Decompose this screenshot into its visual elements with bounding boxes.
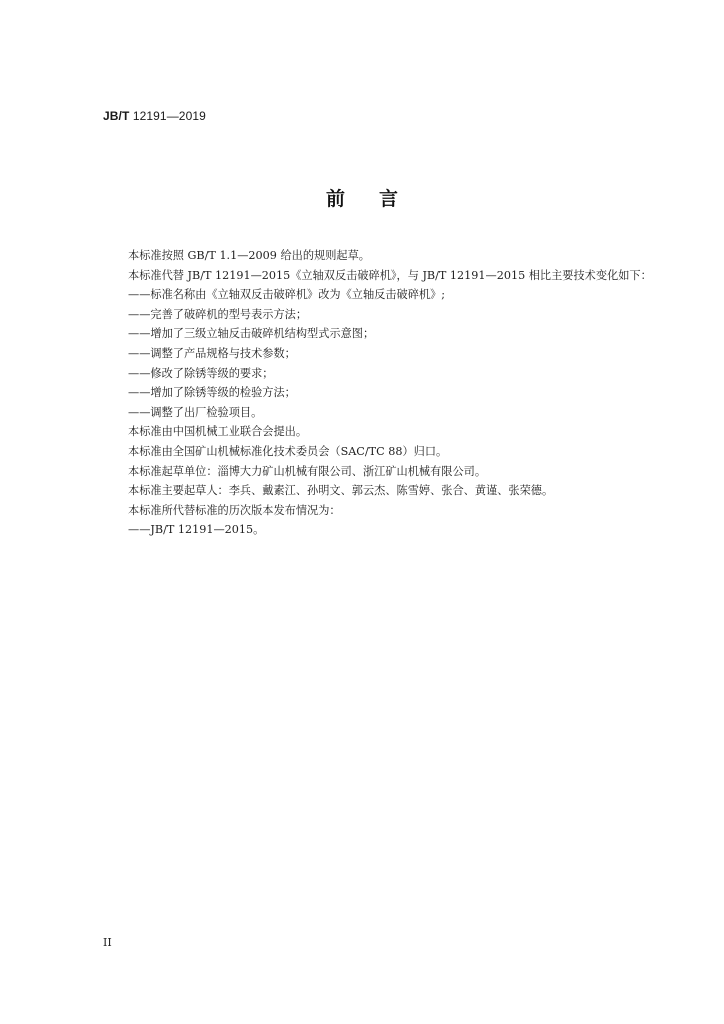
paragraph-drafting-units: 本标准起草单位：淄博大力矿山机械有限公司、浙江矿山机械有限公司。 [128, 464, 487, 478]
paragraph-drafting-rules: 本标准按照 GB/T 1.1—2009 给出的规则起草。 [128, 249, 370, 262]
page-title-part-2: 言 [379, 188, 399, 210]
foreword-body [128, 246, 658, 540]
paragraph-replacement: 本标准代替 JB/T 12191—2015《立轴双反击破碎机》，与 JB/T 12191—2015 相比主要技术变化如下： [128, 268, 652, 282]
change-item-6: ——增加了除锈等级的检验方法； [128, 386, 296, 400]
previous-edition-item: ——JB/T 12191—2015。 [128, 523, 265, 537]
change-item-2: ——完善了破碎机的型号表示方法； [128, 307, 308, 321]
page-title [0, 184, 724, 211]
page-title-part-1: 前 [325, 188, 345, 210]
paragraph-under-jurisdiction: 本标准由全国矿山机械标准化技术委员会（SAC/TC 88）归口。 [128, 444, 448, 458]
document-code-number: 12191—2019 [129, 109, 206, 123]
paragraph-drafters: 本标准主要起草人：李兵、戴素江、孙明文、郭云杰、陈雪婷、张合、黄谨、张荣德。 [128, 484, 554, 498]
document-code [103, 109, 206, 123]
change-item-4: ——调整了产品规格与技术参数； [128, 346, 296, 360]
paragraph-previous-editions: 本标准所代替标准的历次版本发布情况为： [128, 503, 341, 517]
change-item-1: ——标准名称由《立轴双反击破碎机》改为《立轴反击破碎机》; [128, 288, 446, 302]
paragraph-proposed-by: 本标准由中国机械工业联合会提出。 [128, 425, 308, 439]
page-number: II [103, 936, 112, 949]
change-item-7: ——调整了出厂检验项目。 [128, 405, 263, 419]
change-item-5: ——修改了除锈等级的要求； [128, 366, 274, 380]
document-code-prefix: JB/T [103, 109, 130, 123]
change-item-3: ——增加了三级立轴反击破碎机结构型式示意图； [128, 327, 375, 341]
